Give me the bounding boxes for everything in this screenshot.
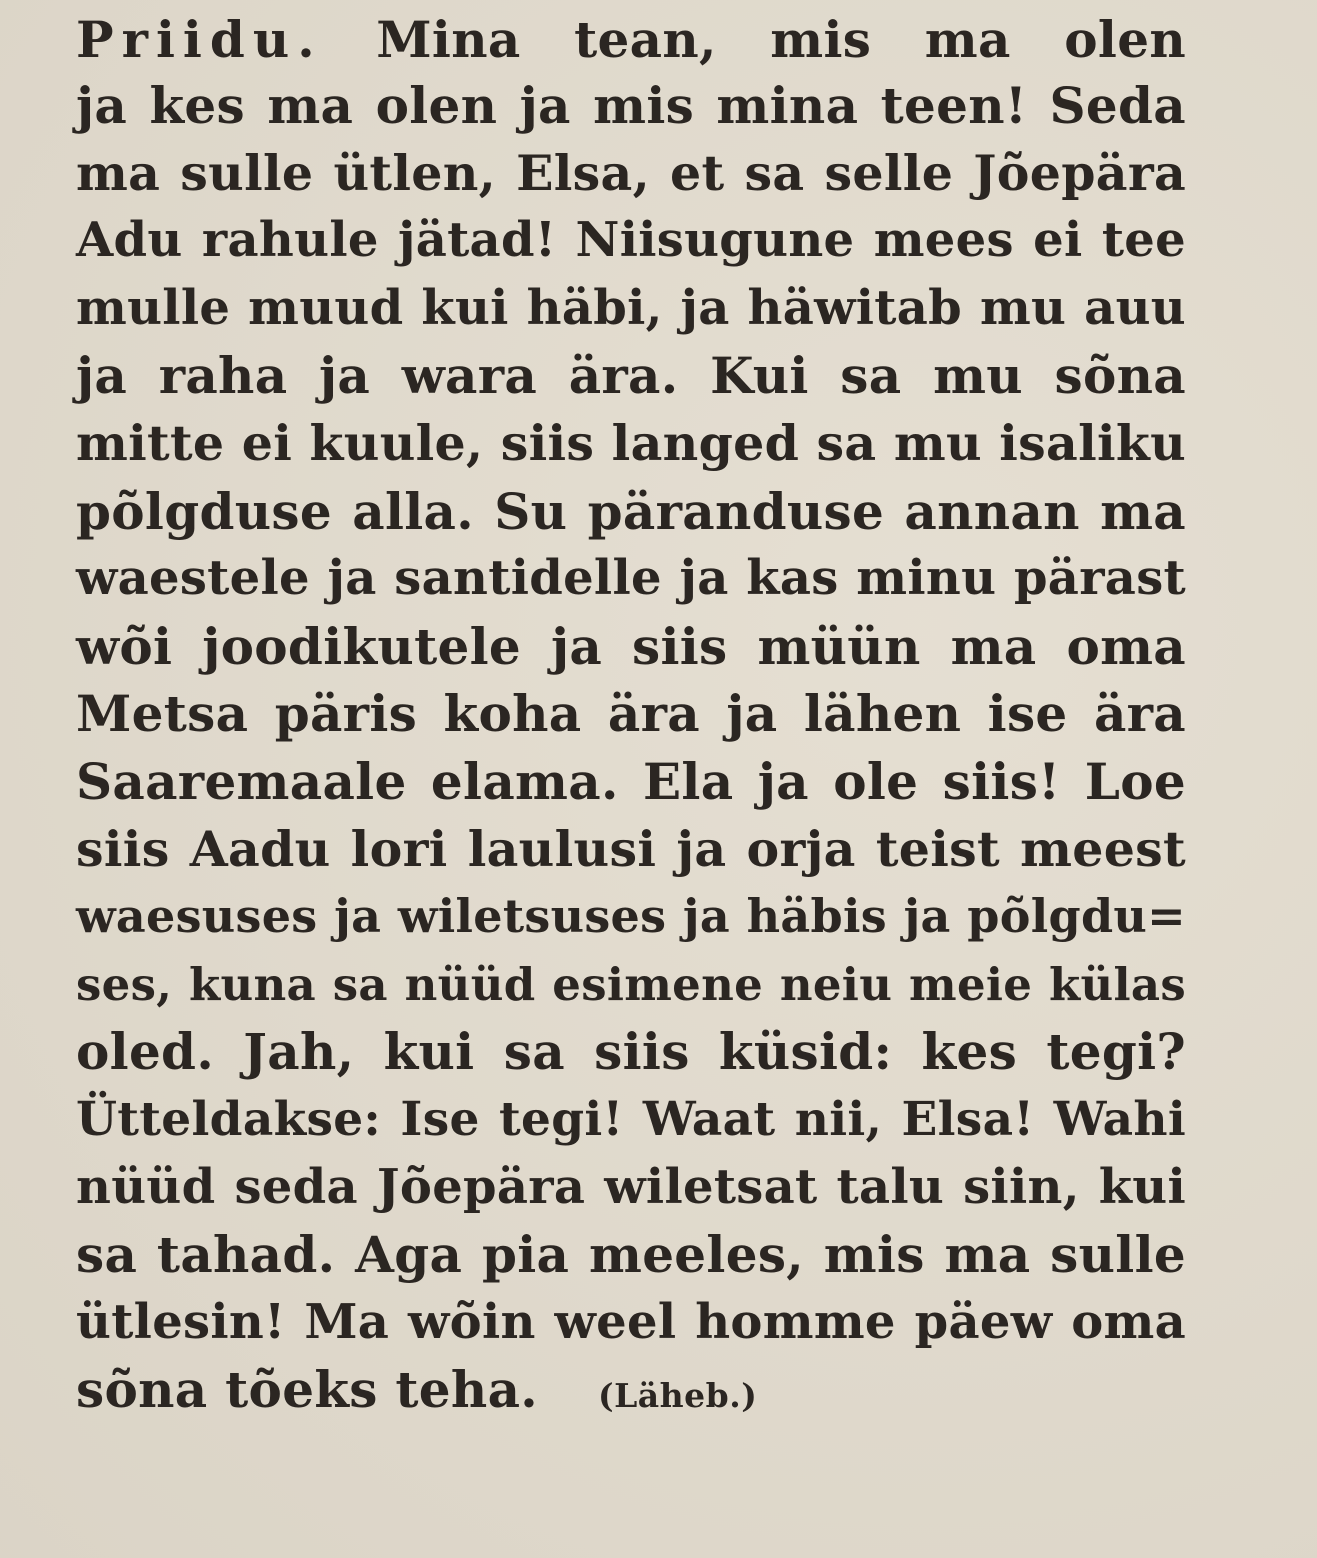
text-line: mulle muud kui häbi, ja häwitab mu auu: [76, 279, 1186, 336]
text-line: põlgduse alla. Su päranduse annan ma: [76, 481, 1186, 541]
text-line: mitte ei kuule, siis langed sa mu isaliku: [76, 413, 1187, 472]
text-line: [76, 0, 1186, 72]
speaker-name: Priidu.: [76, 10, 323, 69]
text-line: ja kes ma olen ja mis mina teen! Seda: [76, 76, 1186, 135]
stage-direction: (Läheb.): [597, 1376, 758, 1416]
dialogue-text: [76, 0, 1186, 1424]
text-line: wõi joodikutele ja siis müün ma oma: [76, 616, 1186, 676]
text-line: sa tahad. Aga pia meeles, mis ma sulle: [76, 1225, 1186, 1285]
text-line: ja raha ja wara ära. Kui sa mu sõna: [76, 346, 1186, 406]
text-line: Metsa päris koha ära ja lähen ise ära: [76, 684, 1186, 744]
line-text: sõna tõeks teha.: [76, 1360, 538, 1420]
text-line: Ütteldakse: Ise tegi! Waat nii, Elsa! Wahi: [76, 1091, 1186, 1147]
text-line: Adu rahule jätad! Niisugune mees ei tee: [76, 212, 1186, 269]
text-line: ma sulle ütlen, Elsa, et sa selle Jõepära: [76, 143, 1186, 202]
text-line: waestele ja santidelle ja kas minu pärast: [76, 550, 1186, 607]
text-line: ses, kuna sa nüüd esimene neiu meie külas: [76, 957, 1186, 1011]
text-line: nüüd seda Jõepära wiletsat talu siin, kui: [76, 1158, 1186, 1215]
line-text: Mina tean, mis ma olen: [376, 10, 1186, 69]
text-line-last: [76, 1356, 1186, 1424]
text-line: Saaremaale elama. Ela ja ole siis! Loe: [76, 751, 1186, 811]
text-line: oled. Jah, kui sa siis küsid: kes tegi?: [76, 1022, 1186, 1082]
text-line: waesuses ja wiletsuses ja häbis ja põlgdu=: [76, 889, 1186, 944]
text-line: siis Aadu lori laulusi ja orja teist meest: [76, 819, 1186, 878]
text-line: ütlesin! Ma wõin weel homme päew oma: [76, 1293, 1186, 1350]
